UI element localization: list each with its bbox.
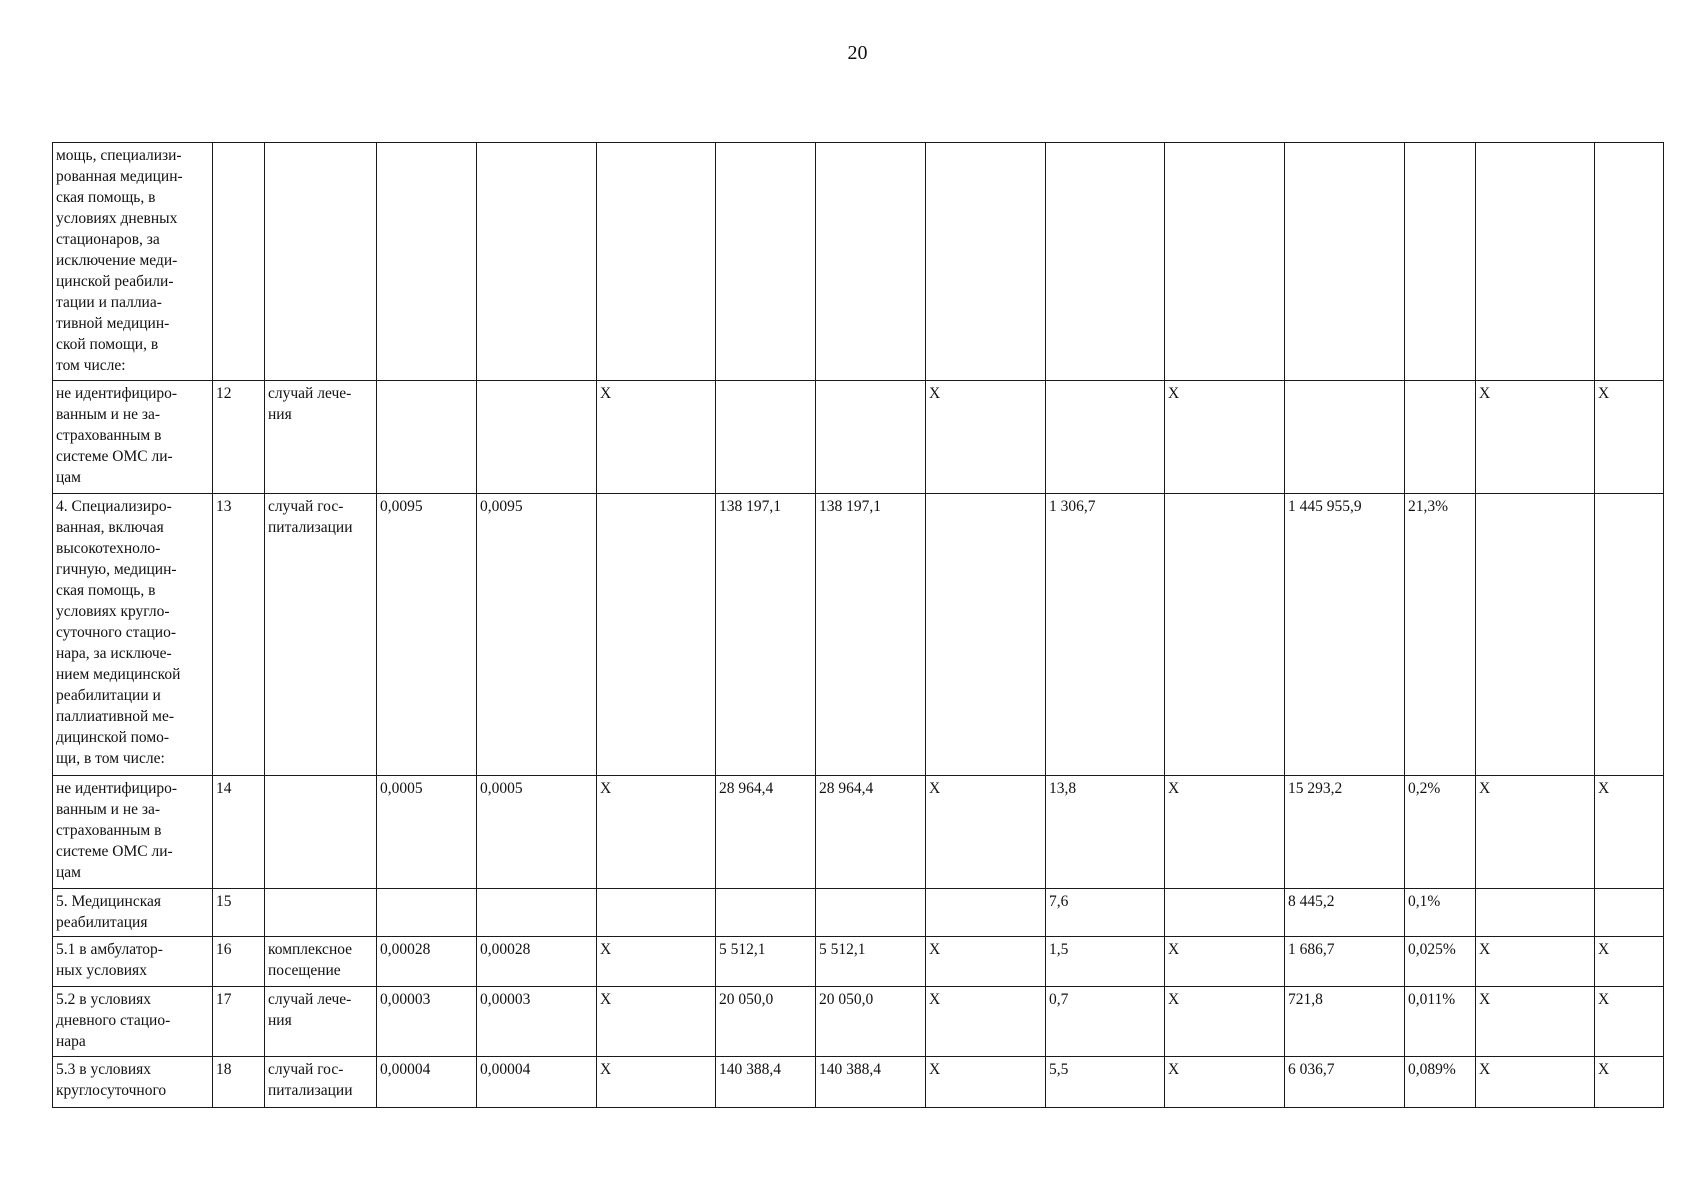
table-cell: 721,8 — [1285, 987, 1405, 1057]
table-row — [53, 987, 1664, 1057]
table-cell — [477, 143, 597, 381]
table-cell — [1165, 494, 1285, 776]
table-row — [53, 381, 1664, 494]
table-cell: X — [926, 1057, 1046, 1108]
table-cell: X — [926, 937, 1046, 987]
table-row — [53, 1057, 1664, 1108]
table-cell: случай гос- питализации — [265, 494, 377, 776]
table-cell: 1 445 955,9 — [1285, 494, 1405, 776]
table-cell: 0,0095 — [477, 494, 597, 776]
row-label: 5.1 в амбулатор- ных условиях — [53, 937, 213, 987]
table-cell — [816, 889, 926, 937]
table-cell: 15 — [213, 889, 265, 937]
table-cell — [1476, 889, 1595, 937]
table-cell — [1285, 143, 1405, 381]
table-cell — [1595, 143, 1664, 381]
table-cell: 0,0005 — [377, 776, 477, 889]
table-cell: 0,1% — [1405, 889, 1476, 937]
table-cell — [1285, 381, 1405, 494]
table-cell: X — [1476, 776, 1595, 889]
table-cell: X — [597, 776, 716, 889]
table-cell — [597, 889, 716, 937]
table-cell: 20 050,0 — [716, 987, 816, 1057]
table-cell — [816, 143, 926, 381]
table-cell: 15 293,2 — [1285, 776, 1405, 889]
table-cell — [265, 889, 377, 937]
table-cell: X — [926, 381, 1046, 494]
page-number: 20 — [847, 42, 868, 64]
table-cell: 5 512,1 — [816, 937, 926, 987]
table-cell — [926, 889, 1046, 937]
table-cell: случай лече- ния — [265, 987, 377, 1057]
table-cell — [377, 381, 477, 494]
table-cell: X — [1165, 987, 1285, 1057]
table-cell: X — [1476, 381, 1595, 494]
table-cell: X — [597, 987, 716, 1057]
table-cell — [716, 143, 816, 381]
table-cell: 14 — [213, 776, 265, 889]
table-row — [53, 494, 1664, 776]
table-cell: X — [1595, 987, 1664, 1057]
table-cell: 17 — [213, 987, 265, 1057]
table-cell: 13 — [213, 494, 265, 776]
table-cell: случай гос- питализации — [265, 1057, 377, 1108]
table-cell — [816, 381, 926, 494]
table-cell: 0,00004 — [377, 1057, 477, 1108]
table-cell: X — [597, 937, 716, 987]
table-cell — [213, 143, 265, 381]
table-cell: 1 686,7 — [1285, 937, 1405, 987]
table-row — [53, 143, 1664, 381]
table-cell: X — [597, 1057, 716, 1108]
row-label: 5. Медицинская реабилитация — [53, 889, 213, 937]
table-cell: 138 197,1 — [816, 494, 926, 776]
table-cell: 0,0095 — [377, 494, 477, 776]
row-label: не идентифициро- ванным и не за- страхованным в системе ОМС ли- цам — [53, 776, 213, 889]
table-cell — [597, 494, 716, 776]
table-cell: 140 388,4 — [816, 1057, 926, 1108]
table-cell: X — [1595, 381, 1664, 494]
table-cell: 0,00028 — [377, 937, 477, 987]
table-cell: X — [597, 381, 716, 494]
table-cell: случай лече- ния — [265, 381, 377, 494]
table-cell: 0,00003 — [477, 987, 597, 1057]
table-cell: X — [926, 987, 1046, 1057]
table-cell: 0,0005 — [477, 776, 597, 889]
table-cell — [1165, 143, 1285, 381]
table-cell: 28 964,4 — [716, 776, 816, 889]
table-cell: 16 — [213, 937, 265, 987]
table-cell — [597, 143, 716, 381]
table-cell: 20 050,0 — [816, 987, 926, 1057]
table-cell: 13,8 — [1046, 776, 1165, 889]
table-cell — [716, 381, 816, 494]
table-cell: 0,2% — [1405, 776, 1476, 889]
table-cell — [1595, 889, 1664, 937]
table-cell: X — [1165, 776, 1285, 889]
table-cell — [926, 143, 1046, 381]
table-cell — [377, 143, 477, 381]
table-cell: 7,6 — [1046, 889, 1165, 937]
row-label: мощь, специализи- рованная медицин- ская помощь, в условиях дневных стационаров, за исключение меди- цинской реабили- тации и паллиа- тивной медицин- ской помощи, в том числе: — [53, 143, 213, 381]
table-cell: 0,011% — [1405, 987, 1476, 1057]
row-label: 5.3 в условиях круглосуточного — [53, 1057, 213, 1108]
table-cell: X — [1595, 776, 1664, 889]
table-cell — [477, 381, 597, 494]
table-cell: X — [1476, 987, 1595, 1057]
table-row — [53, 776, 1664, 889]
table-cell: 140 388,4 — [716, 1057, 816, 1108]
table-cell: 18 — [213, 1057, 265, 1108]
table-cell: 0,089% — [1405, 1057, 1476, 1108]
table-cell: X — [1165, 937, 1285, 987]
table-cell — [1595, 494, 1664, 776]
table-cell: 5,5 — [1046, 1057, 1165, 1108]
table-cell: 6 036,7 — [1285, 1057, 1405, 1108]
table-cell — [1405, 381, 1476, 494]
table-cell: 12 — [213, 381, 265, 494]
table-cell — [1046, 143, 1165, 381]
table-cell — [477, 889, 597, 937]
table-cell: X — [926, 776, 1046, 889]
table-cell: X — [1476, 937, 1595, 987]
table-cell: X — [1165, 1057, 1285, 1108]
table-cell: X — [1476, 1057, 1595, 1108]
table-cell — [1405, 143, 1476, 381]
table-cell: 8 445,2 — [1285, 889, 1405, 937]
table-cell — [926, 494, 1046, 776]
table-cell: 0,025% — [1405, 937, 1476, 987]
table-cell: 0,00004 — [477, 1057, 597, 1108]
table-cell: 0,7 — [1046, 987, 1165, 1057]
table-cell: комплексное посещение — [265, 937, 377, 987]
table-cell — [1165, 889, 1285, 937]
table-cell — [1476, 494, 1595, 776]
table-row — [53, 937, 1664, 987]
table-cell: 1,5 — [1046, 937, 1165, 987]
row-label: 4. Специализиро- ванная, включая высокотехноло- гичную, медицин- ская помощь, в условиях кругло- суточного стацио- нара, за исключе- нием медицинской реабилитации и паллиативной ме- дицинской помо- щи, в том числе: — [53, 494, 213, 776]
data-table — [52, 142, 1664, 1108]
table-cell: 0,00003 — [377, 987, 477, 1057]
table-cell: X — [1595, 937, 1664, 987]
table-cell — [377, 889, 477, 937]
table-cell: 1 306,7 — [1046, 494, 1165, 776]
row-label: не идентифициро- ванным и не за- страхованным в системе ОМС ли- цам — [53, 381, 213, 494]
table-cell: 138 197,1 — [716, 494, 816, 776]
table-cell — [1476, 143, 1595, 381]
table-cell — [716, 889, 816, 937]
table-cell: 5 512,1 — [716, 937, 816, 987]
table-cell: 0,00028 — [477, 937, 597, 987]
table-cell — [1046, 381, 1165, 494]
table-cell: 21,3% — [1405, 494, 1476, 776]
table-cell — [265, 143, 377, 381]
table-row — [53, 889, 1664, 937]
table-cell: X — [1165, 381, 1285, 494]
table-cell: 28 964,4 — [816, 776, 926, 889]
row-label: 5.2 в условиях дневного стацио- нара — [53, 987, 213, 1057]
table-cell — [265, 776, 377, 889]
table-cell: X — [1595, 1057, 1664, 1108]
